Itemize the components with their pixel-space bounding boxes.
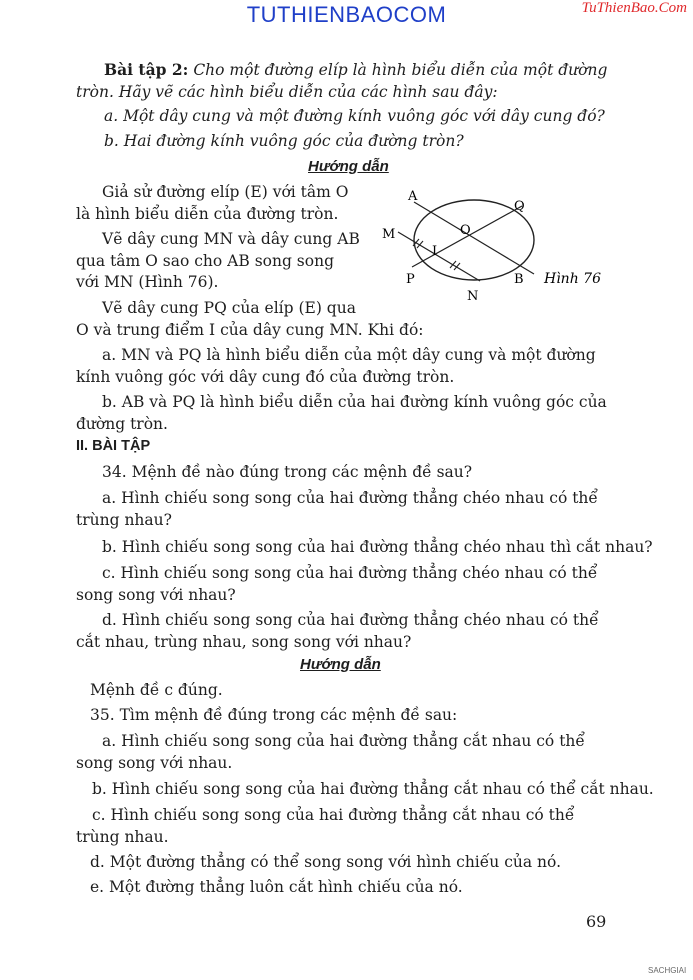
figure-caption: Hình 76 — [544, 271, 601, 287]
guide1-p2-line2: qua tâm O sao cho AB song song — [76, 252, 334, 270]
q34-b: b. Hình chiếu song song của hai đường thẳng chéo nhau thì cắt nhau? — [102, 538, 653, 556]
label-q: Q — [514, 199, 525, 214]
exercise2-line1 — [104, 60, 607, 80]
q34-d-line1: d. Hình chiếu song song của hai đường thẳng chéo nhau có thể — [102, 611, 599, 629]
source-credit: SACHGIAI — [648, 966, 687, 975]
label-n: N — [467, 289, 479, 304]
page-number: 69 — [586, 912, 607, 931]
exercise2-item-a: a. Một dây cung và một đường kính vuông góc với dây cung đó? — [104, 107, 605, 125]
label-i: I — [432, 244, 438, 259]
q34-a-line1: a. Hình chiếu song song của hai đường thẳng chéo nhau có thể — [102, 489, 598, 507]
exercise2-stem: Cho một đường elíp là hình biểu diễn của một đường — [193, 61, 608, 79]
tick-mark — [450, 261, 456, 268]
q34-stem: 34. Mệnh đề nào đúng trong các mệnh đề sau? — [102, 463, 473, 481]
figure-76 — [376, 188, 616, 308]
guide1-b-line1: b. AB và PQ là hình biểu diễn của hai đường kính vuông góc của — [102, 393, 607, 411]
q35-d: d. Một đường thẳng có thể song song với hình chiếu của nó. — [90, 853, 562, 871]
label-b: B — [514, 272, 524, 287]
guide1-a-line1: a. MN và PQ là hình biểu diễn của một dây cung và một đường — [102, 346, 596, 364]
exercise2-item-b: b. Hai đường kính vuông góc của đường tròn? — [104, 132, 464, 150]
guide1-p1-line2: là hình biểu diễn của đường tròn. — [76, 205, 339, 223]
q34-c-line2: song song với nhau? — [76, 586, 236, 604]
q35-c-line1: c. Hình chiếu song song của hai đường thẳng cắt nhau có thể — [92, 806, 575, 824]
guide2-answer: Mệnh đề c đúng. — [90, 681, 223, 699]
q35-a-line1: a. Hình chiếu song song của hai đường thẳng cắt nhau có thể — [102, 732, 585, 750]
exercise2-label: Bài tập 2: — [104, 60, 189, 79]
q35-e: e. Một đường thẳng luôn cắt hình chiếu của nó. — [90, 878, 463, 896]
guide1-p1-line1: Giả sử đường elíp (E) với tâm O — [102, 183, 349, 201]
guide1-p3-line2: O và trung điểm I của dây cung MN. Khi đó: — [76, 321, 424, 339]
label-a: A — [408, 189, 418, 204]
q35-stem: 35. Tìm mệnh đề đúng trong các mệnh đề sau: — [90, 706, 458, 724]
guide1-a-line2: kính vuông góc với dây cung đó của đường tròn. — [76, 368, 455, 386]
label-p: P — [406, 272, 415, 287]
label-m: M — [382, 227, 396, 242]
section-title: II. BÀI TẬP — [76, 438, 151, 454]
q34-c-line1: c. Hình chiếu song song của hai đường thẳng chéo nhau có thể — [102, 564, 598, 582]
guide-title: Hướng dẫn — [308, 158, 389, 175]
q35-b: b. Hình chiếu song song của hai đường thẳng cắt nhau có thể cắt nhau. — [92, 780, 654, 798]
site-title: TUTHIENBAOCOM — [246, 2, 447, 27]
label-o: O — [460, 223, 471, 238]
q35-c-line2: trùng nhau. — [76, 828, 169, 846]
q35-a-line2: song song với nhau. — [76, 754, 233, 772]
guide1-p2-line1: Vẽ dây cung MN và dây cung AB — [102, 230, 360, 248]
q34-a-line2: trùng nhau? — [76, 511, 172, 529]
exercise2-line2: tròn. Hãy vẽ các hình biểu diễn của các hình sau đây: — [76, 83, 498, 101]
guide1-b-line2: đường tròn. — [76, 415, 168, 433]
site-logo: TuThienBao.Com — [581, 0, 687, 16]
q34-d-line2: cắt nhau, trùng nhau, song song với nhau? — [76, 633, 412, 651]
guide1-p3-line1: Vẽ dây cung PQ của elíp (E) qua — [102, 299, 356, 317]
guide1-p2-line3: với MN (Hình 76). — [76, 273, 219, 291]
guide2-title: Hướng dẫn — [300, 656, 381, 673]
